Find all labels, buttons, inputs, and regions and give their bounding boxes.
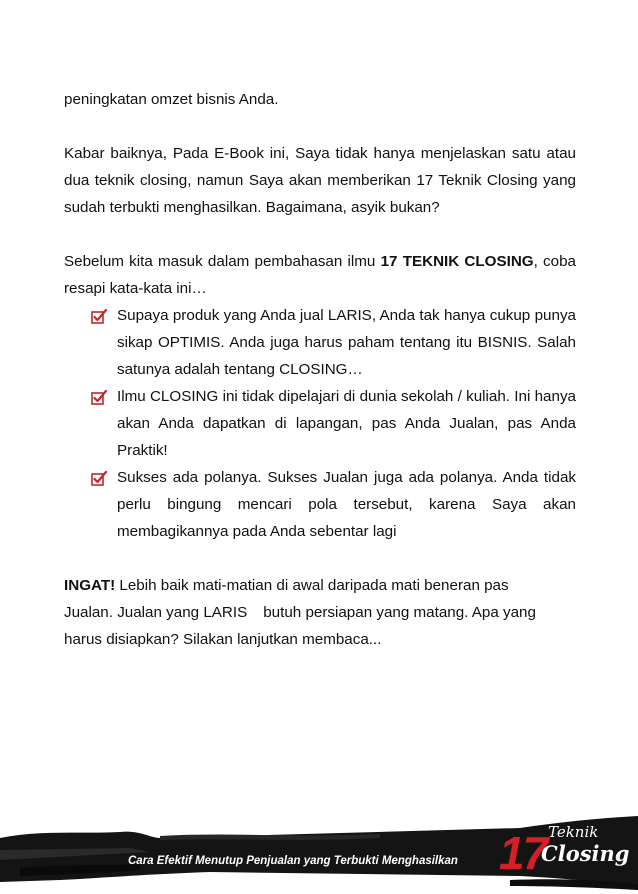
list-item-text: Sukses ada polanya. Sukses Jualan juga ada polanya. Anda tidak perlu bingung mencari pola tersebut, karena Saya akan membagikannya pada Anda sebentar lagi [117, 469, 576, 540]
paragraph-intro: peningkatan omzet bisnis Anda. [64, 91, 279, 108]
list-item-text: Supaya produk yang Anda jual LARIS, Anda tak hanya cukup punya sikap OPTIMIS. Anda juga harus paham tentang itu BISNIS. Salah satunya adalah tentang CLOSING… [117, 307, 576, 378]
logo-word-closing: Closing [541, 841, 630, 866]
logo-word-teknik: Teknik [548, 823, 599, 841]
ingat-text-2a: Jualan. Jualan yang LARIS [64, 604, 248, 621]
logo-number: 17 [499, 827, 547, 879]
paragraph-ingat [64, 572, 576, 653]
ingat-line-2 [64, 599, 576, 626]
paragraph-before [64, 248, 576, 302]
paragraph-before-start: Sebelum kita masuk dalam pembahasan ilmu [64, 253, 381, 270]
ingat-text-2b: butuh persiapan yang matang. Apa yang [263, 604, 536, 621]
list-item-text: Ilmu CLOSING ini tidak dipelajari di dunia sekolah / kuliah. Ini hanya akan Anda dapatkan di lapangan, pas Anda Jualan, pas Anda Praktik! [117, 388, 576, 459]
list-item [64, 302, 576, 383]
footer-tagline: Cara Efektif Menutup Penjualan yang Terbukti Menghasilkan [128, 855, 458, 867]
highlight-17-teknik-closing: 17 TEKNIK CLOSING [380, 253, 534, 270]
ingat-line-1 [64, 572, 576, 599]
ingat-label: INGAT! [64, 577, 116, 594]
checkbox-checked-icon [91, 470, 107, 486]
page-footer-banner [0, 808, 638, 894]
list-item [64, 464, 576, 545]
checkbox-checked-icon [91, 308, 107, 324]
page-content [64, 86, 576, 653]
paragraph-good-news: Kabar baiknya, Pada E-Book ini, Saya tidak hanya menjelaskan satu atau dua teknik closing, namun Saya akan memberikan 17 Teknik Closing yang sudah terbukti menghasilkan. Bagaimana, asyik bukan? [64, 145, 576, 216]
ingat-text-1: Lebih baik mati-matian di awal daripada mati beneran pas [115, 577, 509, 594]
ingat-line-3: harus disiapkan? Silakan lanjutkan membaca... [64, 631, 382, 648]
checkbox-checked-icon [91, 389, 107, 405]
paragraph-before-end: , coba resapi kata-kata ini… [64, 253, 576, 297]
list-item [64, 383, 576, 464]
bullet-list [64, 302, 576, 545]
